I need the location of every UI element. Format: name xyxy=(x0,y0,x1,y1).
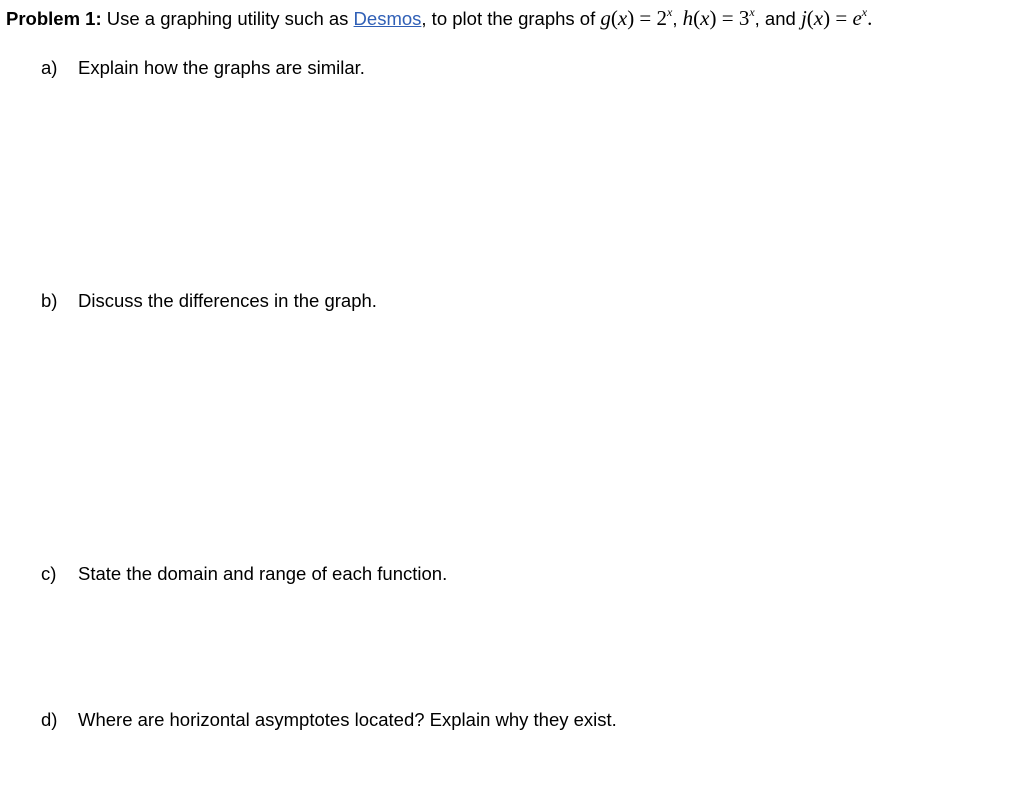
question-letter: c) xyxy=(41,563,57,584)
question-text: Where are horizontal asymptotes located? Explain why they exist. xyxy=(78,709,617,730)
question-c xyxy=(41,561,447,587)
question-letter: d) xyxy=(41,709,58,730)
function-j: $j(x) = e^x$ xyxy=(800,5,868,30)
question-a xyxy=(41,55,365,81)
function-g: $g(x) = 2^x$ xyxy=(600,5,673,30)
desmos-link[interactable]: Desmos xyxy=(353,8,422,29)
question-text: State the domain and range of each function. xyxy=(78,563,448,584)
end-punctuation: . xyxy=(867,6,873,30)
question-letter: b) xyxy=(41,290,58,311)
question-letter: a) xyxy=(41,57,58,78)
and-text: and xyxy=(764,8,796,29)
question-d xyxy=(41,707,617,733)
problem-after-link: , to plot the graphs of xyxy=(421,8,596,29)
problem-label: Problem 1: xyxy=(6,8,102,29)
question-text: Explain how the graphs are similar. xyxy=(78,57,365,78)
question-b xyxy=(41,288,377,314)
problem-intro: Use a graphing utility such as xyxy=(106,8,349,29)
question-text: Discuss the differences in the graph. xyxy=(78,290,377,311)
function-h: $h(x) = 3^x$ xyxy=(682,5,755,30)
problem-statement: Problem 1: Use a graphing utility such as Desmos, to plot the graphs of $g(x) = 2^x$, $h(x) = 3^x$, and $j(x) = e^x$. xyxy=(6,5,873,30)
